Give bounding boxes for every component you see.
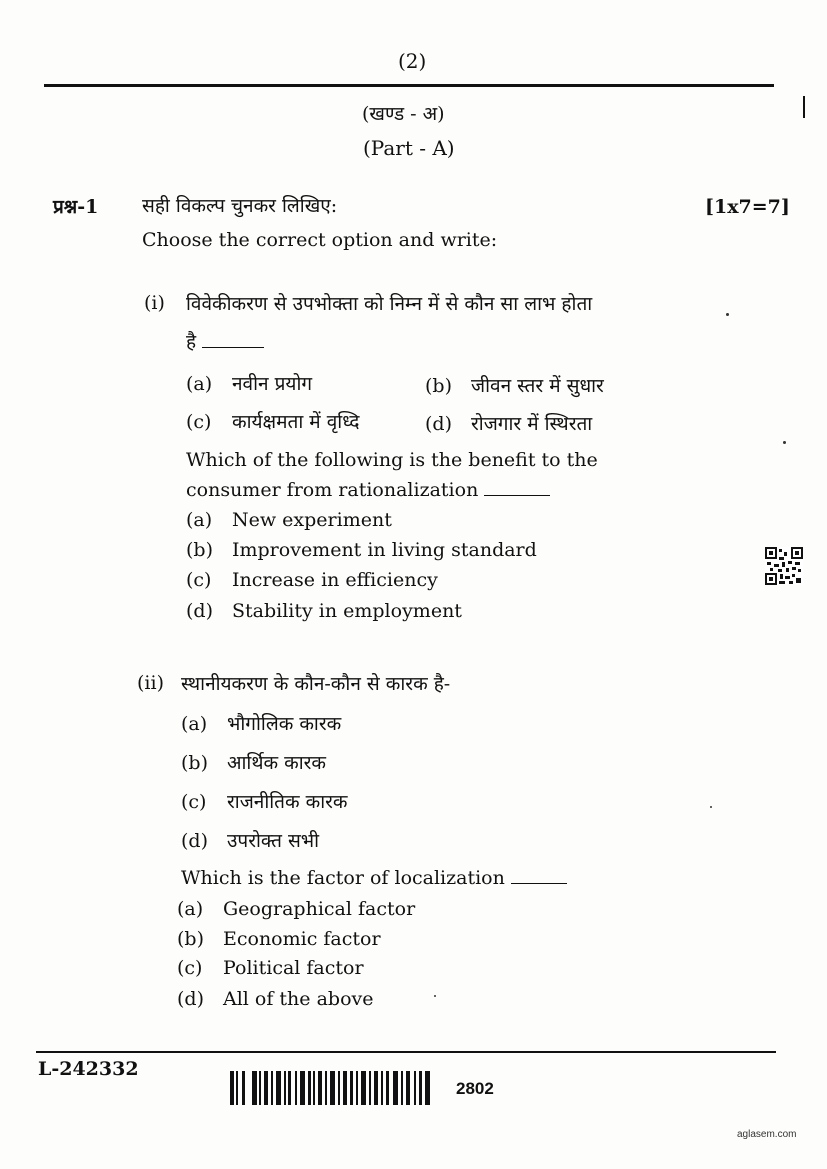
question-instruction-hindi: सही विकल्प चुनकर लिखिए: [142,195,338,217]
scan-speck [726,313,729,316]
option-i-english-b: (b) Improvement in living standard [186,539,537,561]
subquestion-ii-label: (ii) [137,672,164,694]
option-i-hindi-b: (b) जीवन स्तर में सुधार [425,375,604,397]
question-number: प्रश्न-1 [53,196,99,218]
page-number: (2) [398,49,427,73]
section-title-hindi: (खण्ड - अ) [362,103,445,125]
option-i-hindi-a: (a) नवीन प्रयोग [186,373,313,395]
option-ii-english-b: (b) Economic factor [177,928,381,950]
scan-speck [710,806,712,808]
option-i-english-a: (a) New experiment [186,509,392,531]
subquestion-ii-hindi-question: स्थानीयकरण के कौन-कौन से कारक है- [181,673,451,695]
header-rule [44,84,774,87]
marks-label: [1x7=7] [705,196,790,218]
option-ii-hindi-d: (d) उपरोक्त सभी [181,830,320,852]
paper-code: L-242332 [38,1058,139,1080]
subquestion-i-english-line2: consumer from rationalization [186,479,550,501]
barcode-icon [230,1071,430,1105]
option-i-hindi-c: (c) कार्यक्षमता में वृध्दि [186,411,360,433]
answer-blank [202,333,264,348]
footer-rule [36,1051,776,1053]
subquestion-i-english-line1: Which of the following is the benefit to the [186,449,598,471]
option-ii-english-d: (d) All of the above [177,988,374,1010]
option-ii-hindi-b: (b) आर्थिक कारक [181,752,326,774]
option-i-english-c: (c) Increase in efficiency [186,569,438,591]
subquestion-i-hindi-line2: है [186,328,264,354]
subquestion-ii-english-question: Which is the factor of localization [181,867,567,889]
watermark: aglasem.com [737,1129,797,1140]
subquestion-i-label: (i) [144,292,165,314]
scan-speck [434,995,436,997]
qr-code-icon [765,547,803,585]
answer-blank [511,869,567,884]
option-i-hindi-d: (d) रोजगार में स्थिरता [425,413,593,435]
option-ii-english-c: (c) Political factor [177,957,364,979]
question-instruction-english: Choose the correct option and write: [142,229,498,251]
option-ii-english-a: (a) Geographical factor [177,898,416,920]
option-ii-hindi-a: (a) भौगोलिक कारक [181,713,342,735]
margin-tick [803,96,805,118]
option-ii-hindi-c: (c) राजनीतिक कारक [181,791,348,813]
scan-speck [783,441,786,444]
section-title-english: (Part - A) [363,136,455,160]
option-i-english-d: (d) Stability in employment [186,600,462,622]
barcode-number: 2802 [456,1079,494,1098]
answer-blank [484,481,550,496]
subquestion-i-hindi-line1: विवेकीकरण से उपभोक्ता को निम्न में से कौन सा लाभ होता [186,293,593,315]
